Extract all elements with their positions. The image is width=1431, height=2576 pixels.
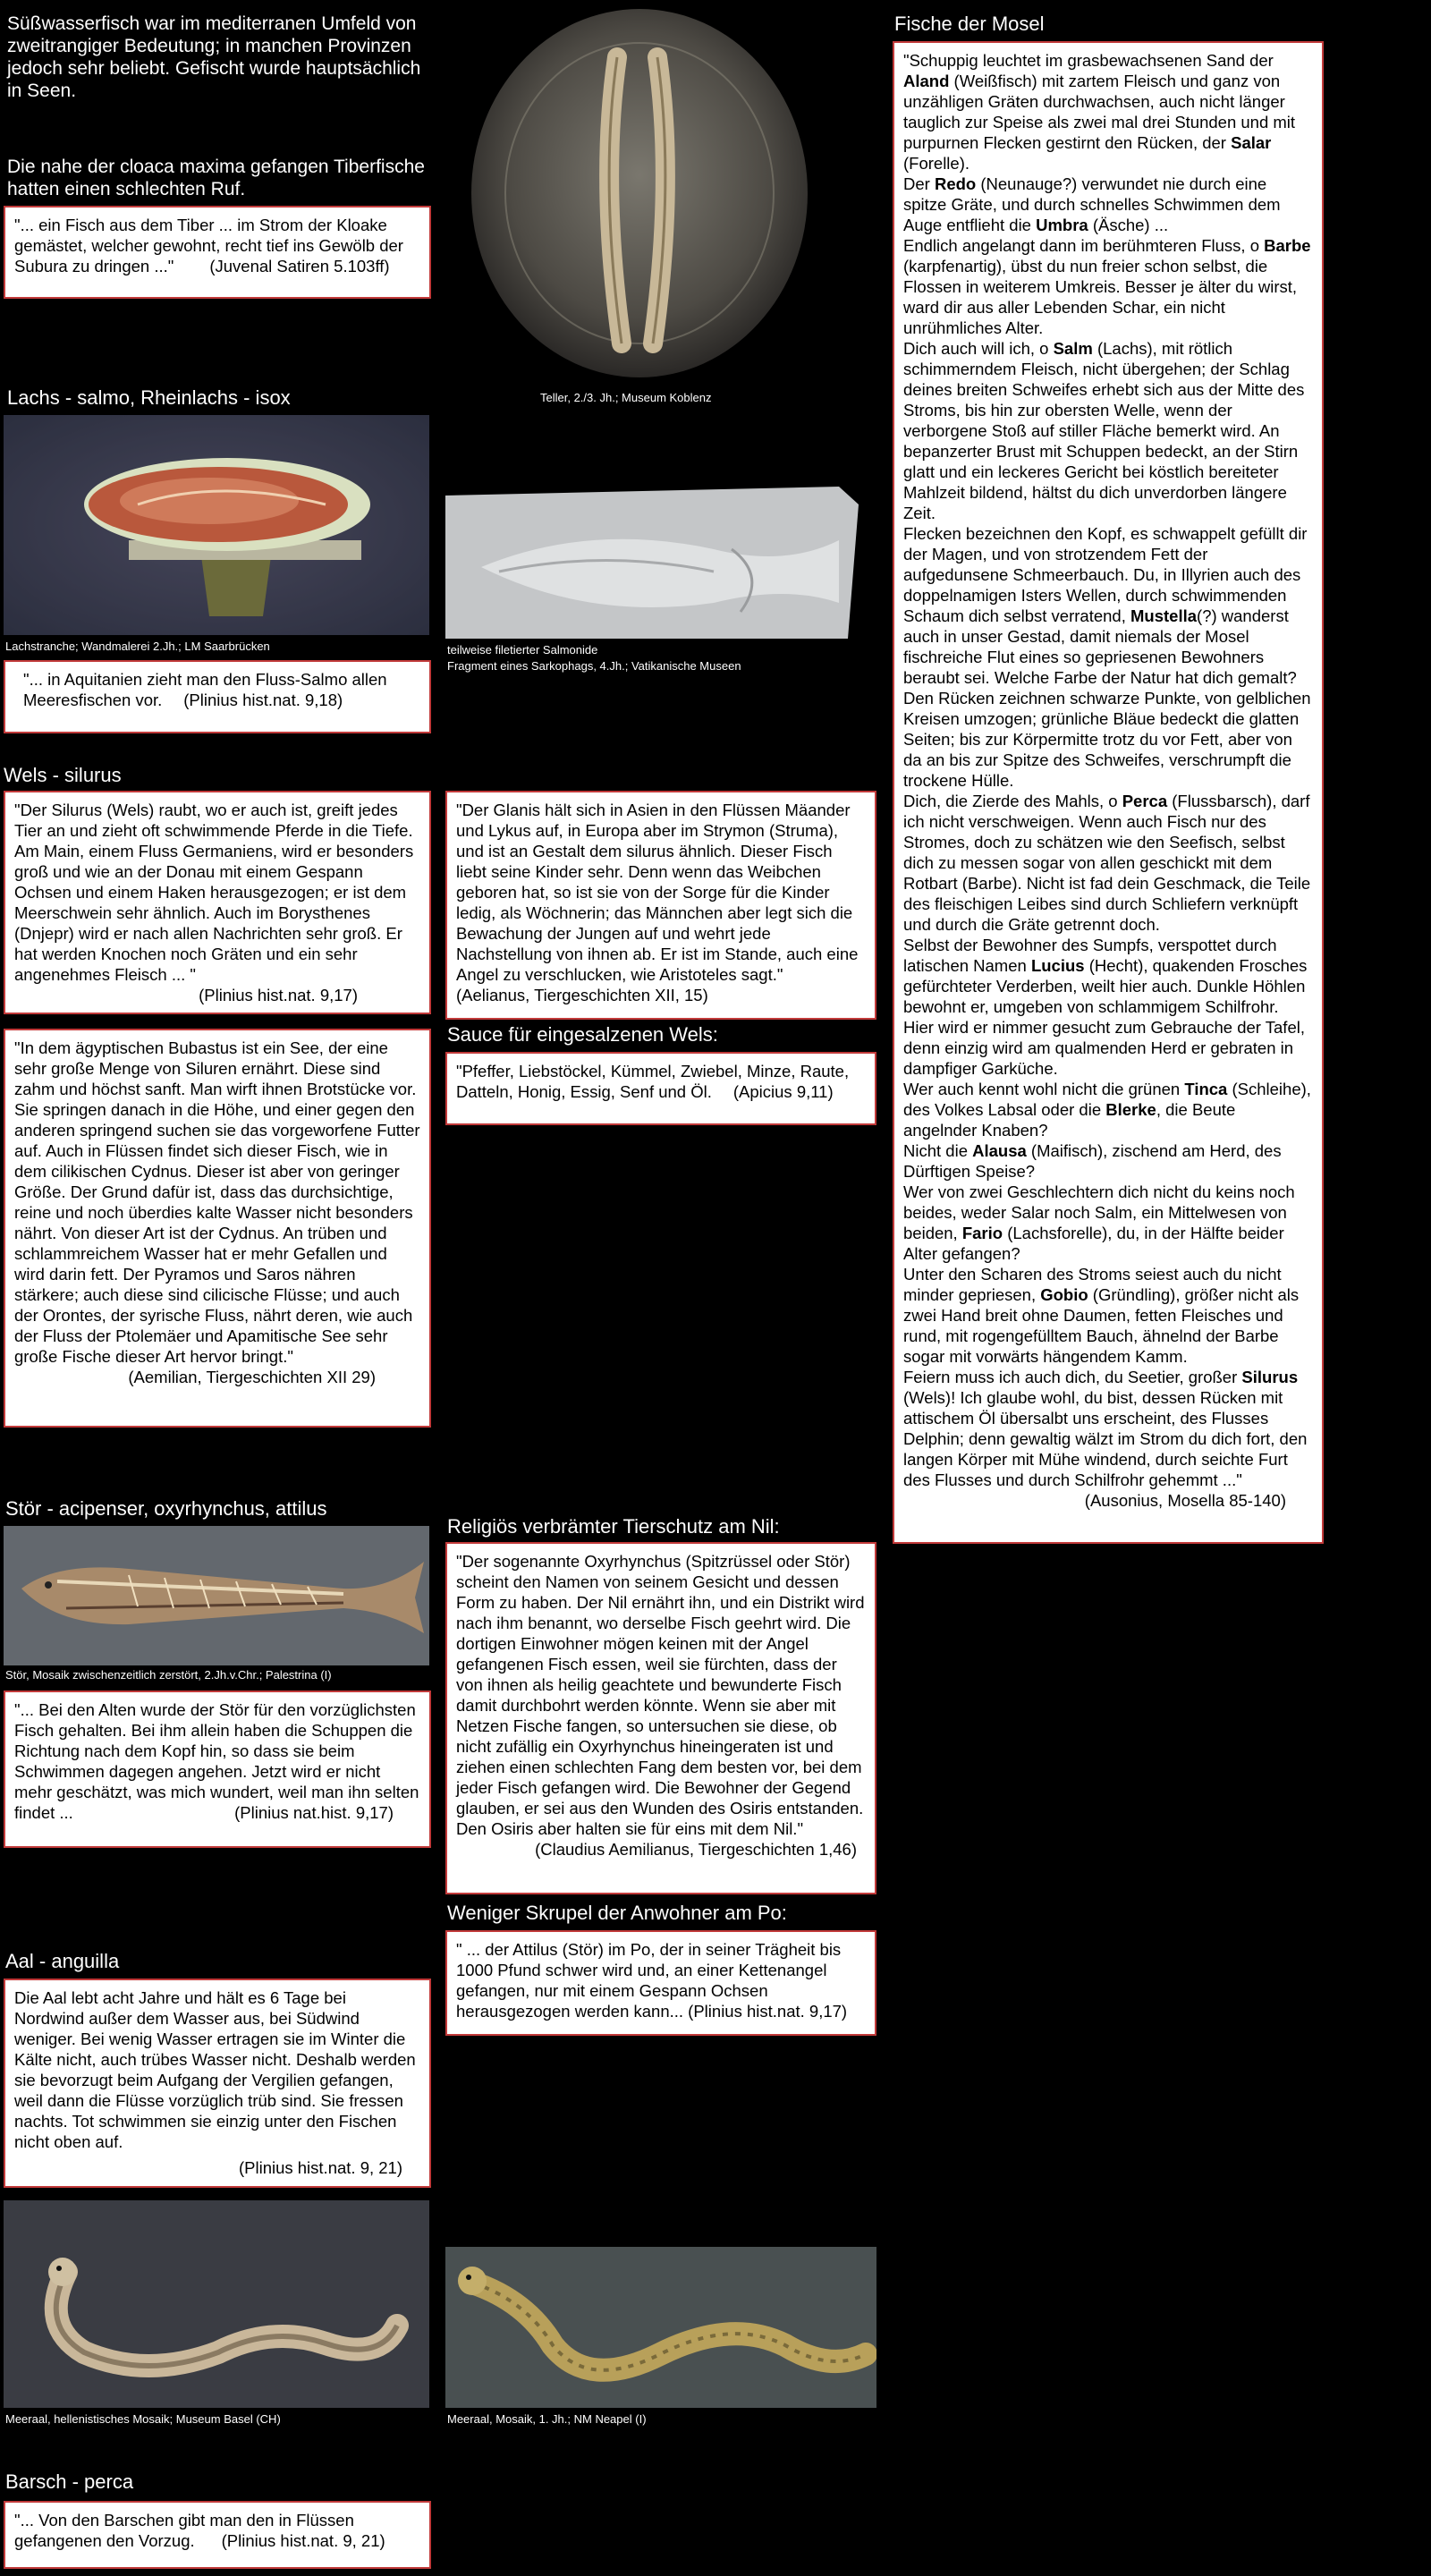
quote-text: "... Bei den Alten wurde der Stör für den vorzüglichsten Fisch gehalten. Bei ihm allein haben die Schuppen die Richtung nach dem Kopf hin, so dass sie beim Schwimmen dagegen angehen. Jetzt wird er nicht mehr geschätzt, was mich wundert, weil man ihn selten findet ...: [14, 1700, 419, 1822]
mosel-text: Unter den Scharen des Stroms seiest auch du nicht minder gepriesen,: [903, 1265, 1282, 1304]
quote-source: (Plinius hist.nat. 9,17): [199, 986, 358, 1004]
mosel-text: (Lachsforelle), du, in der Hälfte beider Alter gefangen?: [903, 1224, 1284, 1263]
fish-name: Mustella: [1130, 606, 1198, 625]
mosel-text: Der: [903, 174, 935, 193]
quote-source: (Ausonius, Mosella 85-140): [1084, 1491, 1286, 1510]
mosel-text: (Weißfisch) mit zartem Fleisch und ganz von unzähligen Gräten durchwachsen, auch nicht länger tauglich zur Speise als zwei mal drei Stunden und mit purpurnen Flecken gestirnt den Rücken, der: [903, 72, 1296, 152]
quote-wels-aemilian: [4, 1029, 431, 1428]
caption-lachs: Lachstranche; Wandmalerei 2.Jh.; LM Saarbrücken: [5, 640, 270, 653]
quote-text: "... Von den Barschen gibt man den in Flüssen gefangenen den Vorzug.: [14, 2511, 354, 2550]
fish-name: Barbe: [1264, 236, 1311, 255]
mosel-paragraph: [903, 50, 1313, 174]
caption-stoer: Stör, Mosaik zwischenzeitlich zerstört, 2.Jh.v.Chr.; Palestrina (I): [5, 1668, 332, 1682]
heading-aal: Aal - anguilla: [5, 1950, 120, 1972]
mosel-paragraph: [903, 523, 1313, 791]
mosel-paragraph: [903, 1367, 1313, 1490]
quote-barsch: [4, 2501, 431, 2569]
mosel-text: Wer auch kennt wohl nicht die grünen: [903, 1080, 1185, 1098]
heading-wels: Wels - silurus: [4, 764, 122, 786]
mosel-text: (Hecht), quakenden Frosches gefürchteter Verderben, weilt hier auch. Dunkle Höhlen bewohnt er, umgeben von schlammigem Schilfrohr. Hier wird er nimmer gesucht zum Gebrauche der Tafel, denn einzig wird am qualmenden Herd er gebraten in dampfiger Garküche.: [903, 956, 1308, 1078]
quote-sauce: [445, 1052, 876, 1125]
mosel-text: Selbst der Bewohner des Sumpfs, verspottet durch latischen Namen: [903, 936, 1277, 975]
mosel-text: (Neunauge?) verwundet nie durch eine spitze Gräte, und durch schnelles Schwimmen dem Auge entflieht die: [903, 174, 1281, 234]
mosel-text: Dich, die Zierde des Mahls, o: [903, 792, 1122, 810]
mosel-text: (karpfenartig), übst du nun freier schon selbst, die Flossen in weiterem Umkreis. Besser je älter du wirst, ward dir aus aller Lebenden Schar, ein nicht unrühmliches Alter.: [903, 257, 1298, 337]
mosel-paragraph: [903, 935, 1313, 1079]
mosel-paragraph: [903, 791, 1313, 935]
fish-name: Gobio: [1040, 1285, 1088, 1304]
mosel-paragraph: [903, 1140, 1313, 1182]
quote-glanis: [445, 791, 876, 1020]
quote-source: (Aelianus, Tiergeschichten XII, 15): [456, 986, 708, 1004]
mosel-text: Flecken bezeichnen den Kopf, es schwappelt gefüllt dir der Magen, und von strotzendem Fett der aufgedunsene Schmeerbauch. Du, in Illyrien auch des doppelnamigen Isters Wellen, durch schwimmenden Schaum dich selbst verratend,: [903, 524, 1308, 625]
quote-source: (Aemilian, Tiergeschichten XII 29): [128, 1368, 376, 1386]
salmon-wallpainting-image: [4, 415, 429, 635]
caption-sarcophagus-1: teilweise filetierter Salmonide: [447, 643, 598, 657]
mosel-paragraph: [903, 174, 1313, 235]
mosel-text: "Schuppig leuchtet im grasbewachsenen Sand der: [903, 51, 1274, 70]
heading-barsch: Barsch - perca: [5, 2470, 134, 2493]
fish-name: Redo: [934, 174, 977, 193]
quote-source: (Apicius 9,11): [732, 1082, 834, 1101]
sturgeon-mosaic-image: [4, 1526, 429, 1665]
heading-lachs: Lachs - salmo, Rheinlachs - isox: [7, 386, 291, 409]
caption-plate: Teller, 2./3. Jh.; Museum Koblenz: [540, 391, 712, 404]
fish-name: Umbra: [1036, 216, 1088, 234]
mosel-paragraph: [903, 1264, 1313, 1367]
mosel-text: Wer von zwei Geschlechtern dich nicht du keins noch beides, weder Salar noch Salm, ein Mittelwesen von beiden,: [903, 1182, 1295, 1242]
mosel-text: (Flussbarsch), darf ich nicht verschweigen. Wenn auch Fisch nur des Stromes, doch zu schätzen wie den Seefisch, selbst dich zu messen sogar von allen geschickt mit dem Rotbart (Barbe). Nicht ist fad dein Geschmack, die Teile des fleischigen Leibes sind durch Schliefern verknüpft und durch die Gräte getrennt doch.: [903, 792, 1311, 934]
quote-source: (Plinius nat.hist. 9,17): [234, 1803, 394, 1822]
sarcophagus-fragment-image: [445, 487, 859, 639]
quote-source: (Plinius hist.nat. 9,18): [183, 691, 343, 709]
mosel-text: (Äsche) ...: [1088, 216, 1169, 234]
fish-name: Perca: [1122, 792, 1168, 810]
quote-text: "In dem ägyptischen Bubastus ist ein See, der eine sehr große Menge von Siluren ernährt. Diese sind zahm und höchst sanft. Man wirft ihnen Brotstücke vor. Sie springen danach in die Höhe, und einer gegen den anderen springend suchen sie das vorgeworfene Futter auf. Auch in Flüssen findet sich dieser Fisch, wie in dem cilikischen Cydnus. Dieser ist aber von geringer Größe. Der Grund dafür ist, dass das durchsichtige, reine und noch überdies kalte Wasser nicht besonders nährt. Von dieser Art ist der Cydnus. An trüben und schlammreichem Wasser hat er mehr Gefallen und wird darin fett. Der Pyramos und Saros nähren stärkere; auch diese sind cilicische Flüsse; und auch der Orontes, der syrische Fluss, nährt deren, wie auch der Fluss der Ptolemäer und Apamitische See sehr große Fische dieser Art hervor bringt.": [14, 1038, 420, 1366]
mosel-text: , die Beute angelnder Knaben?: [903, 1100, 1236, 1140]
mosel-text: (Lachs), mit rötlich schimmerndem Fleisch, nicht übergehen; der Schlag deines breiten Schweifes erhebt sich aus der Mitte des Stroms, bis hin zur obersten Welle, wenn der verborgene Stoß auf stiller Fläche bemerkt wird. An bepanzerter Brust mit Schuppen bedeckt, an der Stirn glatt und ein leckeres Gericht bei köstlich bereiteter Mahlzeit bildend, hältst du dich unverdorben längere Zeit.: [903, 339, 1305, 522]
fish-name: Tinca: [1184, 1080, 1228, 1098]
fish-name: Fario: [961, 1224, 1003, 1242]
quote-nil: [445, 1542, 876, 1894]
fish-name: Salm: [1053, 339, 1093, 358]
quote-text: "Der Glanis hält sich in Asien in den Flüssen Mäander und Lykus auf, in Europa aber im Strymon (Struma), und ist an Gestalt dem silurus ähnlich. Dieser Fisch liebt seine Kinder sehr. Denn wenn das Weibchen geboren hat, so ist sie von der Sorge für die Kinder ledig, als Wöchnerin; das Männchen aber legt sich die Bewachung der Jungen auf und wehrt jede Nachstellung von ihnen ab. Er ist im Stande, auch eine Angel zu verschlucken, wie Aristoteles sagt.": [456, 801, 859, 984]
heading-sauce: Sauce für eingesalzenen Wels:: [447, 1023, 718, 1046]
quote-source: (Plinius hist.nat. 9, 21): [238, 2158, 402, 2177]
quote-text: "Der sogenannte Oxyrhynchus (Spitzrüssel oder Stör) scheint den Namen von seinem Gesicht und dessen Form zu haben. Der Nil ernährt ihn, und ein Distrikt wird nach ihm benannt, wo derselbe Fisch geehrt wird. Die dortigen Einwohner mögen keinen mit der Angel gefangenen Fisch essen, weil sie fürchten, dass der von ihnen als heilig geachtete und bewunderte Fisch damit durchbohrt werden könnte. Wenn sie aber mit Netzen Fische fangen, so untersuchen sie diese, ob nicht zufällig ein Oxyrhynchus hineingeraten ist und ziehen einen schlechten Fang dem besten vor, bei dem jeder Fisch gefangen wird. Die Bewohner der Gegend glauben, er sei aus den Wunden des Osiris entstanden. Den Osiris aber halten sie für eins mit dem Nil.": [456, 1552, 865, 1838]
quote-wels-plinius: [4, 791, 431, 1014]
quote-source: (Claudius Aemilianus, Tiergeschichten 1,46): [535, 1840, 857, 1859]
fish-name: Aland: [903, 72, 950, 90]
fish-name: Alausa: [972, 1141, 1027, 1160]
heading-po: Weniger Skrupel der Anwohner am Po:: [447, 1902, 787, 1924]
quote-aal: [4, 1979, 431, 2188]
mosel-text: (Wels)! Ich glaube wohl, du bist, dessen Rücken mit attischem Öl übersalbt uns erscheint, des Flusses Delphin; denn gewaltig wälzt im Strom du dich fort, den langen Körper mit Mühe windend, durch seichte Furt des Flusses und durch Schilfrohr gehemmt ...": [903, 1388, 1308, 1489]
mosel-paragraph: [903, 1182, 1313, 1264]
mosel-text: Endlich angelangt dann im berühmteren Fluss, o: [903, 236, 1265, 255]
mosel-paragraph: [903, 235, 1313, 338]
quote-text: "Der Silurus (Wels) raubt, wo er auch ist, greift jedes Tier an und zieht oft schwimmende Pferde in die Tiefe. Am Main, einem Fluss Germaniens, wird er besonders groß und wie an der Donau mit einem Gespann Ochsen und einem Haken herausgezogen; er ist dem Meerschwein sehr ähnlich. Auch im Borysthenes (Dnjepr) wird er nach allen Nachrichten sehr groß. Er hat werden Knochen noch Gräten und ein sehr angenehmes Fleisch ... ": [14, 801, 414, 984]
quote-source: (Plinius hist.nat. 9, 21): [221, 2531, 385, 2550]
quote-lachs: [4, 660, 431, 733]
mosel-paragraph: [903, 338, 1313, 523]
mosel-paragraph: [903, 1079, 1313, 1140]
intro-tiber: Die nahe der cloaca maxima gefangen Tiberfische hatten einen schlechten Ruf.: [7, 157, 425, 199]
quote-text: Die Aal lebt acht Jahre und hält es 6 Tage bei Nordwind außer dem Wasser aus, bei Südwind weniger. Bei wenig Wasser ertragen sie im Winter die Kälte nicht, auch trübes Wasser nicht. Deshalb werden sie bevorzugt beim Aufgang der Vergilien gefangen, weil dann die Flüsse vorzüglich trüb sind. Sie fressen nachts. Tot schwimmen sie einzig unter den Fischen nicht oben auf.: [14, 1988, 416, 2151]
quote-source: (Juvenal Satiren 5.103ff): [209, 257, 390, 275]
fish-plate-image: [465, 4, 814, 383]
intro-text: Süßwasserfisch war im mediterranen Umfeld von zweitrangiger Bedeutung; in manchen Provinzen jedoch sehr beliebt. Gefischt wurde hauptsächlich in Seen.: [7, 13, 421, 101]
eel-mosaic-neapel-image: [445, 2247, 876, 2408]
quote-tiber: [4, 206, 431, 299]
quote-text: "... ein Fisch aus dem Tiber ... im Strom der Kloake gemästet, welcher gewohnt, recht tief ins Gewölb der Subura zu dringen ...": [14, 216, 403, 275]
quote-text: " ... der Attilus (Stör) im Po, der in seiner Trägheit bis 1000 Pfund schwer wird und, an einer Kettenangel gefangen, nur mit einem Gespann Ochsen herausgezogen werden kann... (Plinius hist.nat. 9,17): [456, 1940, 848, 2021]
eel-mosaic-basel-image: [4, 2200, 429, 2408]
quote-text: "... in Aquitanien zieht man den Fluss-Salmo allen Meeresfischen vor.: [23, 670, 387, 709]
mosel-text: (Forelle).: [903, 154, 970, 173]
caption-aal-basel: Meeraal, hellenistisches Mosaik; Museum Basel (CH): [5, 2412, 281, 2426]
quote-mosel: [893, 41, 1324, 1544]
fish-name: Lucius: [1030, 956, 1085, 975]
mosel-text: Nicht die: [903, 1141, 973, 1160]
fish-name: Salar: [1231, 133, 1272, 152]
caption-sarcophagus-2: Fragment eines Sarkophags, 4.Jh.; Vatikanische Museen: [447, 659, 741, 673]
heading-stoer: Stör - acipenser, oxyrhynchus, attilus: [5, 1497, 327, 1520]
mosel-text: Dich auch will ich, o: [903, 339, 1054, 358]
quote-stoer: [4, 1690, 431, 1848]
fish-name: Blerke: [1105, 1100, 1156, 1119]
mosel-text: (Schleihe), des Volkes Labsal oder die: [903, 1080, 1311, 1119]
heading-mosel: Fische der Mosel: [894, 13, 1045, 35]
quote-text: "Pfeffer, Liebstöckel, Kümmel, Zwiebel, Minze, Raute, Datteln, Honig, Essig, Senf und Öl.: [456, 1062, 850, 1101]
mosel-text: (Gründling), größer nicht als zwei Hand breit ohne Daumen, fetten Fleisches und rund, mit rogengefülltem Bauch, ähnelnd der Barbe sogar mit vorwärts hängendem Kamm.: [903, 1285, 1300, 1366]
mosel-text: (?) wanderst auch in unser Gestad, damit niemals der Mosel fischreiche Flut eines so gepriesenen Bewohners beraubt sei. Welche Farbe der Natur hat dich gemalt? Den Rücken zeichnen schwarze Punkte, von gelblichen Kreisen umzogen; grünliche Bläue bedeckt die glatten Seiten; bis zur Körpermitte trotz du vor Fett, aber von da an bis zur Spitze des Schweifes, verschrumpft die trockene Hülle.: [903, 606, 1311, 790]
heading-nil: Religiös verbrämter Tierschutz am Nil:: [447, 1515, 780, 1538]
fish-name: Silurus: [1241, 1368, 1299, 1386]
quote-po: [445, 1930, 876, 2036]
mosel-text: (Maifisch), zischend am Herd, des Dürftigen Speise?: [903, 1141, 1282, 1181]
caption-aal-neapel: Meeraal, Mosaik, 1. Jh.; NM Neapel (I): [447, 2412, 647, 2426]
mosel-text: Feiern muss ich auch dich, du Seetier, großer: [903, 1368, 1242, 1386]
